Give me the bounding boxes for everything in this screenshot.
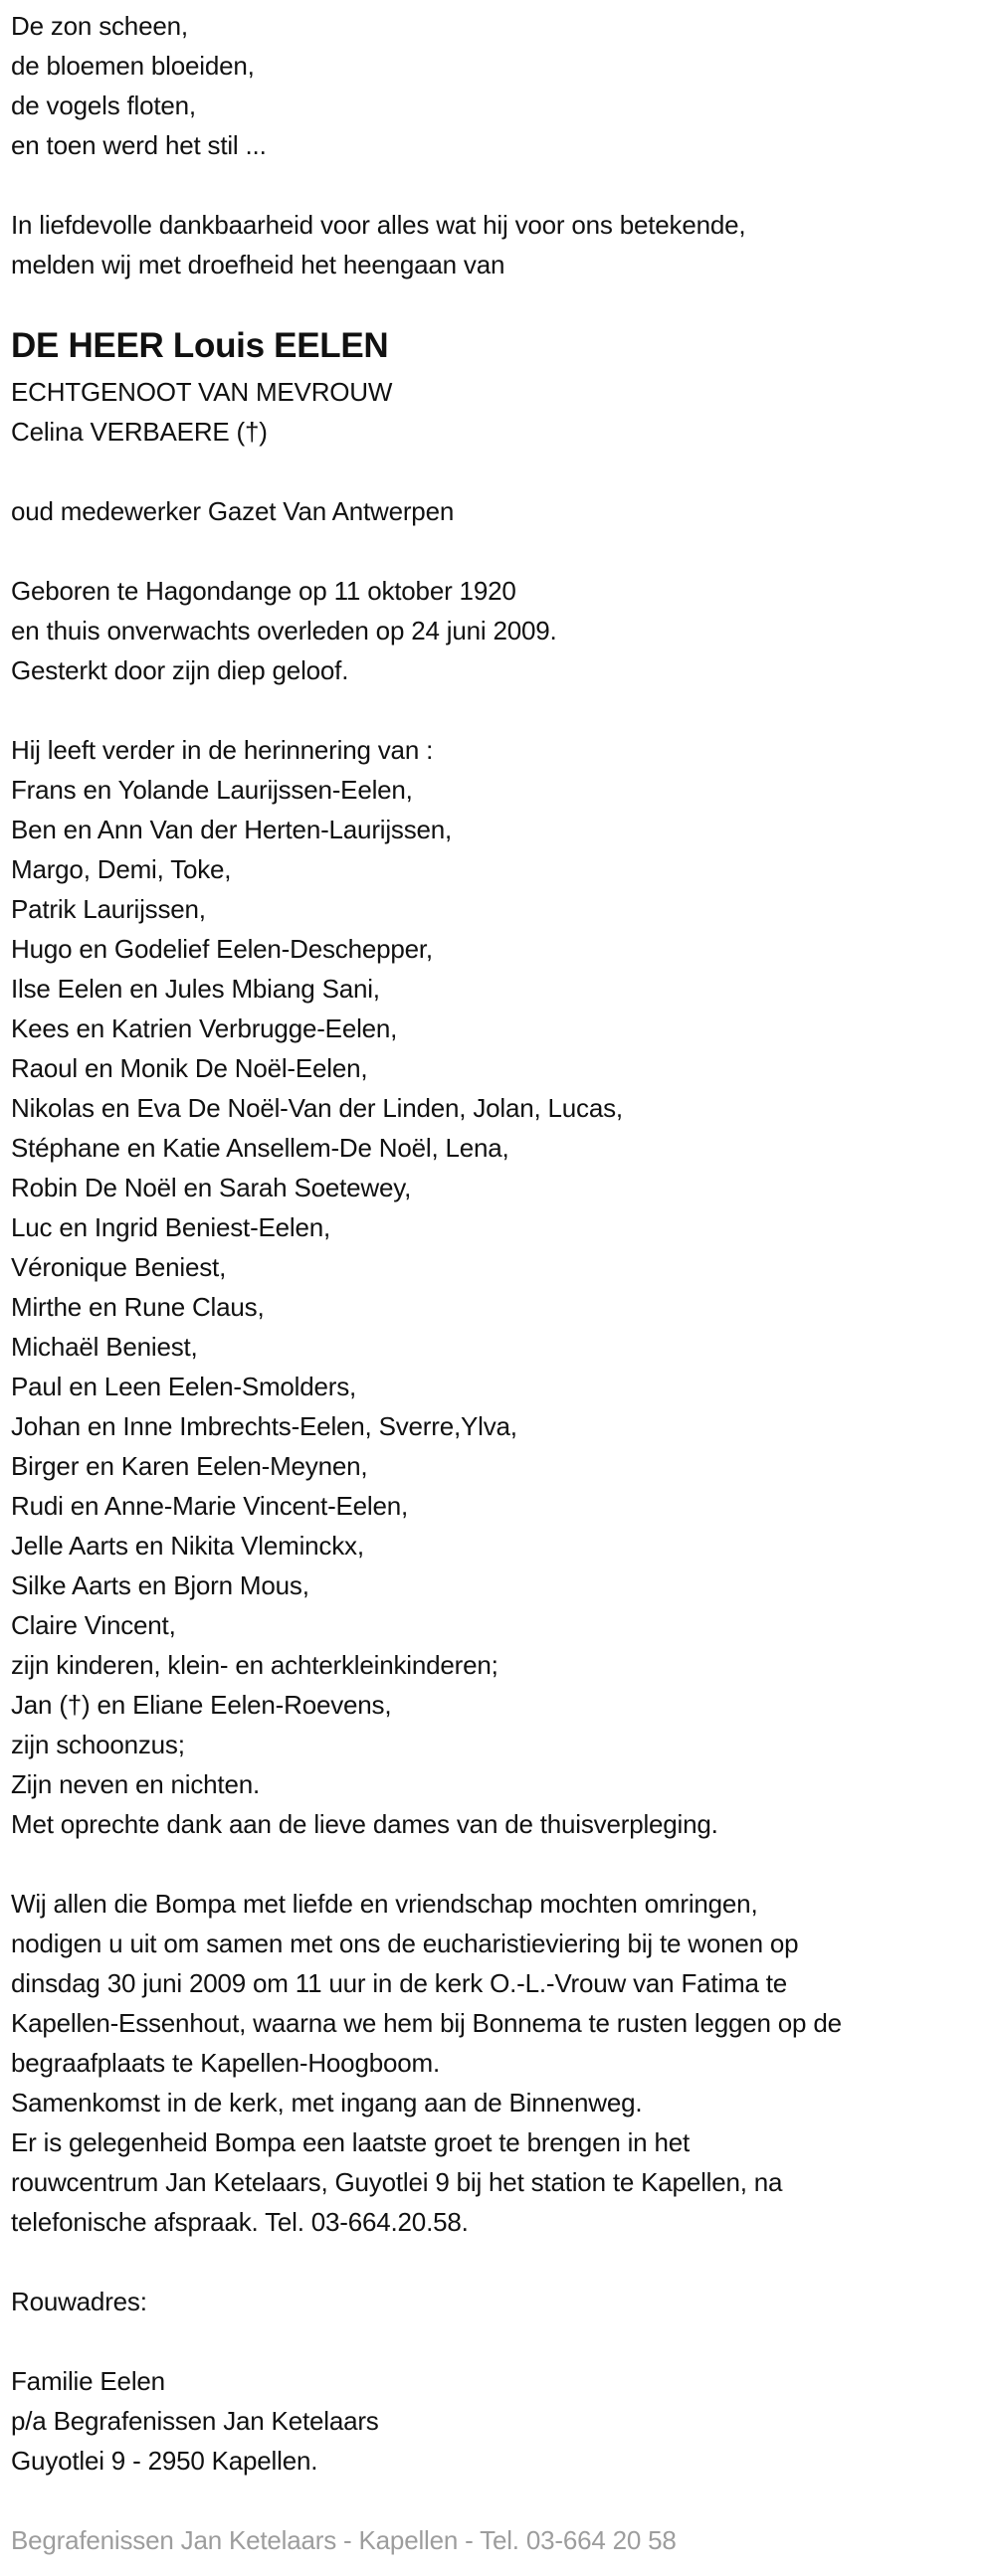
poem — [11, 6, 995, 165]
text-line: Rouwadres: — [11, 2287, 147, 2316]
text-line: de vogels floten, — [11, 91, 196, 120]
text-line: begraafplaats te Kapellen-Hoogboom. — [11, 2048, 440, 2078]
text-line: Frans en Yolande Laurijssen-Eelen, — [11, 775, 413, 805]
text-line: melden wij met droefheid het heengaan van — [11, 250, 505, 279]
text-line: Er is gelegenheid Bompa een laatste groet te brengen in het — [11, 2127, 691, 2157]
text-line: Véronique Beniest, — [11, 1252, 227, 1282]
text-line: en thuis onverwachts overleden op 24 juni 2009. — [11, 616, 557, 645]
text-line: Paul en Leen Eelen-Smolders, — [11, 1372, 357, 1401]
text-line: Guyotlei 9 - 2950 Kapellen. — [11, 2446, 318, 2476]
text-line: zijn schoonzus; — [11, 1730, 185, 1759]
text-line: Margo, Demi, Toke, — [11, 854, 232, 884]
text-line: p/a Begrafenissen Jan Ketelaars — [11, 2406, 379, 2436]
text-line: Rudi en Anne-Marie Vincent-Eelen, — [11, 1491, 409, 1521]
text-line: Jelle Aarts en Nikita Vleminckx, — [11, 1531, 364, 1561]
text-line: Luc en Ingrid Beniest-Eelen, — [11, 1212, 331, 1242]
text-line: Mirthe en Rune Claus, — [11, 1292, 265, 1322]
family-list — [11, 730, 995, 1844]
deceased-name: DE HEER Louis EELEN — [11, 326, 389, 365]
text-line: zijn kinderen, klein- en achterkleinkinderen; — [11, 1650, 498, 1680]
text-line: Samenkomst in de kerk, met ingang aan de Binnenweg. — [11, 2088, 643, 2117]
text-line: Begrafenissen Jan Ketelaars - Kapellen - Tel. 03-664 20 58 — [11, 2525, 677, 2555]
mourning-address-label — [11, 2282, 995, 2321]
text-line: Raoul en Monik De Noël-Eelen, — [11, 1053, 368, 1083]
text-line: In liefdevolle dankbaarheid voor alles wat hij voor ons betekende, — [11, 210, 746, 240]
text-line: Ben en Ann Van der Herten-Laurijssen, — [11, 815, 453, 844]
deceased-block — [11, 320, 995, 452]
text-line: en toen werd het stil ... — [11, 130, 267, 160]
text-line: de bloemen bloeiden, — [11, 51, 255, 81]
text-line: rouwcentrum Jan Ketelaars, Guyotlei 9 bij het station te Kapellen, na — [11, 2167, 783, 2197]
text-line: Familie Eelen — [11, 2366, 165, 2396]
text-line: Kapellen-Essenhout, waarna we hem bij Bonnema te rusten leggen op de — [11, 2008, 842, 2038]
text-line: Nikolas en Eva De Noël-Van der Linden, Jolan, Lucas, — [11, 1093, 623, 1123]
spouse — [11, 372, 995, 452]
text-line: Robin De Noël en Sarah Soetewey, — [11, 1173, 412, 1202]
text-line: Celina VERBAERE (†) — [11, 417, 268, 447]
text-line: ECHTGENOOT VAN MEVROUW — [11, 377, 393, 407]
text-line: Silke Aarts en Bjorn Mous, — [11, 1570, 309, 1600]
text-line: Birger en Karen Eelen-Meynen, — [11, 1451, 368, 1481]
text-line: Wij allen die Bompa met liefde en vriendschap mochten omringen, — [11, 1889, 758, 1919]
text-line: Jan (†) en Eliane Eelen-Roevens, — [11, 1690, 392, 1720]
text-line: Ilse Eelen en Jules Mbiang Sani, — [11, 974, 380, 1004]
text-line: Met oprechte dank aan de lieve dames van de thuisverpleging. — [11, 1809, 718, 1839]
text-line: Claire Vincent, — [11, 1610, 176, 1640]
funeral-service — [11, 1884, 995, 2242]
text-line: De zon scheen, — [11, 11, 188, 41]
text-line: Gesterkt door zijn diep geloof. — [11, 655, 349, 685]
intro — [11, 205, 995, 284]
occupation — [11, 491, 995, 531]
text-line: Michaël Beniest, — [11, 1332, 198, 1362]
text-line: Hugo en Godelief Eelen-Deschepper, — [11, 934, 433, 964]
text-line: Geboren te Hagondange op 11 oktober 1920 — [11, 576, 516, 606]
text-line: nodigen u uit om samen met ons de eucharistieviering bij te wonen op — [11, 1929, 799, 1958]
text-line: Patrik Laurijssen, — [11, 894, 206, 924]
mourning-address — [11, 2361, 995, 2481]
life-dates — [11, 571, 995, 690]
text-line: oud medewerker Gazet Van Antwerpen — [11, 496, 455, 526]
text-line: Hij leeft verder in de herinnering van : — [11, 735, 434, 765]
text-line: Stéphane en Katie Ansellem-De Noël, Lena, — [11, 1133, 509, 1163]
text-line: Johan en Inne Imbrechts-Eelen, Sverre,Ylva, — [11, 1411, 517, 1441]
footer-funeral-home — [11, 2520, 995, 2560]
text-line: Zijn neven en nichten. — [11, 1769, 260, 1799]
text-line: telefonische afspraak. Tel. 03-664.20.58. — [11, 2207, 469, 2237]
text-line: dinsdag 30 juni 2009 om 11 uur in de kerk O.-L.-Vrouw van Fatima te — [11, 1968, 788, 1998]
text-line: Kees en Katrien Verbrugge-Eelen, — [11, 1013, 398, 1043]
